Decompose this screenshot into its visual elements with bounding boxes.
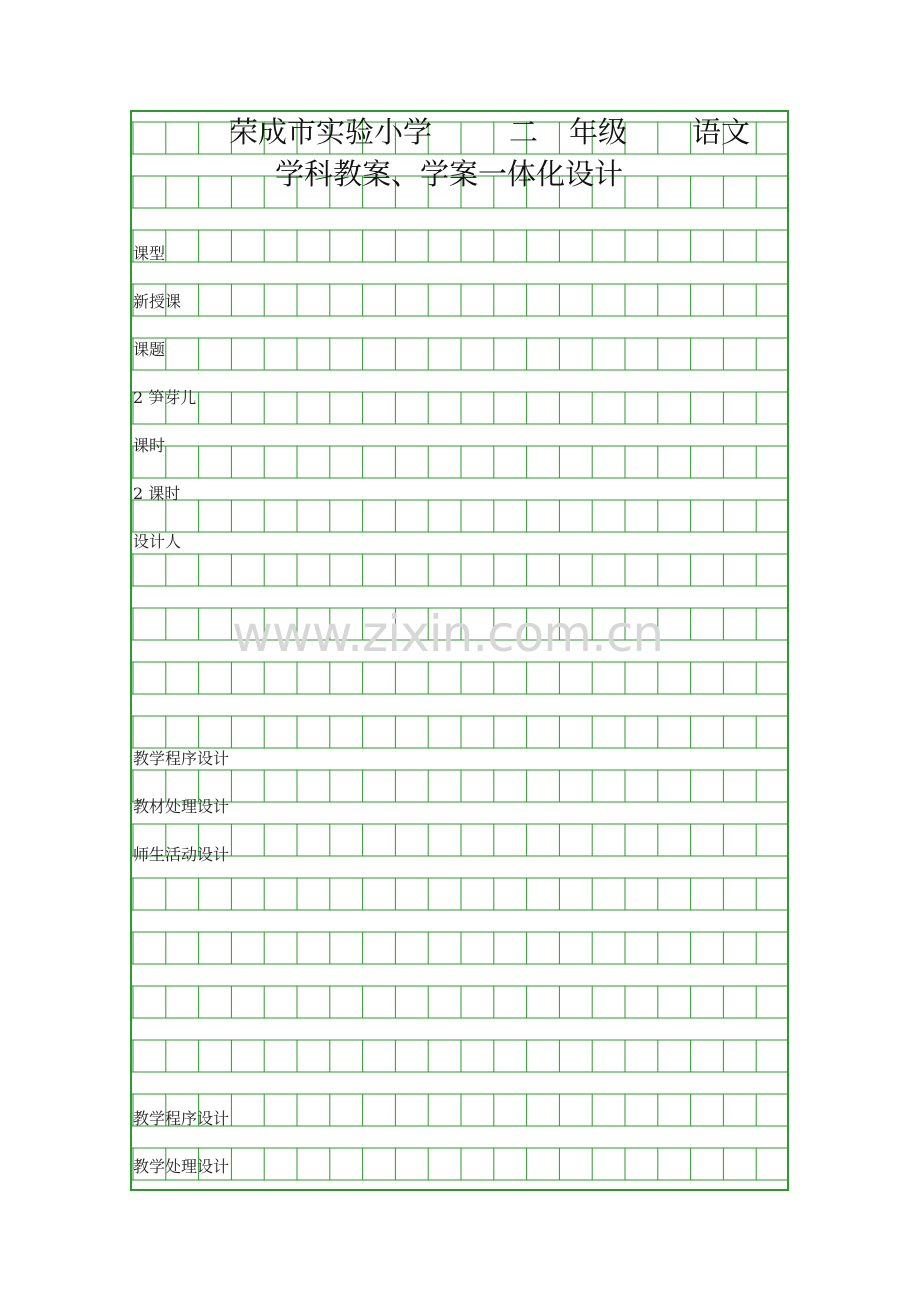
grade-number: 二 [509,115,539,149]
material-design-label: 教材处理设计 [133,797,230,816]
activity-design-label: 师生活动设计 [133,845,230,864]
designer-label: 设计人 [133,532,182,551]
school-name: 荣成市实验小学 [229,115,433,149]
lesson-type-value: 新授课 [133,292,182,311]
document-subtitle: 学科教案、学案一体化设计 [275,157,624,191]
grid-lines [132,112,789,1191]
watermark: www.zixin.com.cn [232,605,664,663]
writing-grid-sheet [130,110,789,1191]
procedure-design-label: 教学程序设计 [133,749,230,768]
hours-label: 课时 [133,436,166,455]
lesson-type-label: 课型 [133,244,166,263]
grade-label: 年级 [569,115,628,149]
topic-label: 课题 [133,340,166,359]
procedure-design-label-2: 教学程序设计 [133,1109,230,1128]
processing-design-label: 教学处理设计 [133,1157,230,1176]
hours-value: 2 课时 [133,484,181,503]
topic-value: 2 笋芽儿 [133,388,197,407]
subject-name: 语文 [692,115,751,149]
